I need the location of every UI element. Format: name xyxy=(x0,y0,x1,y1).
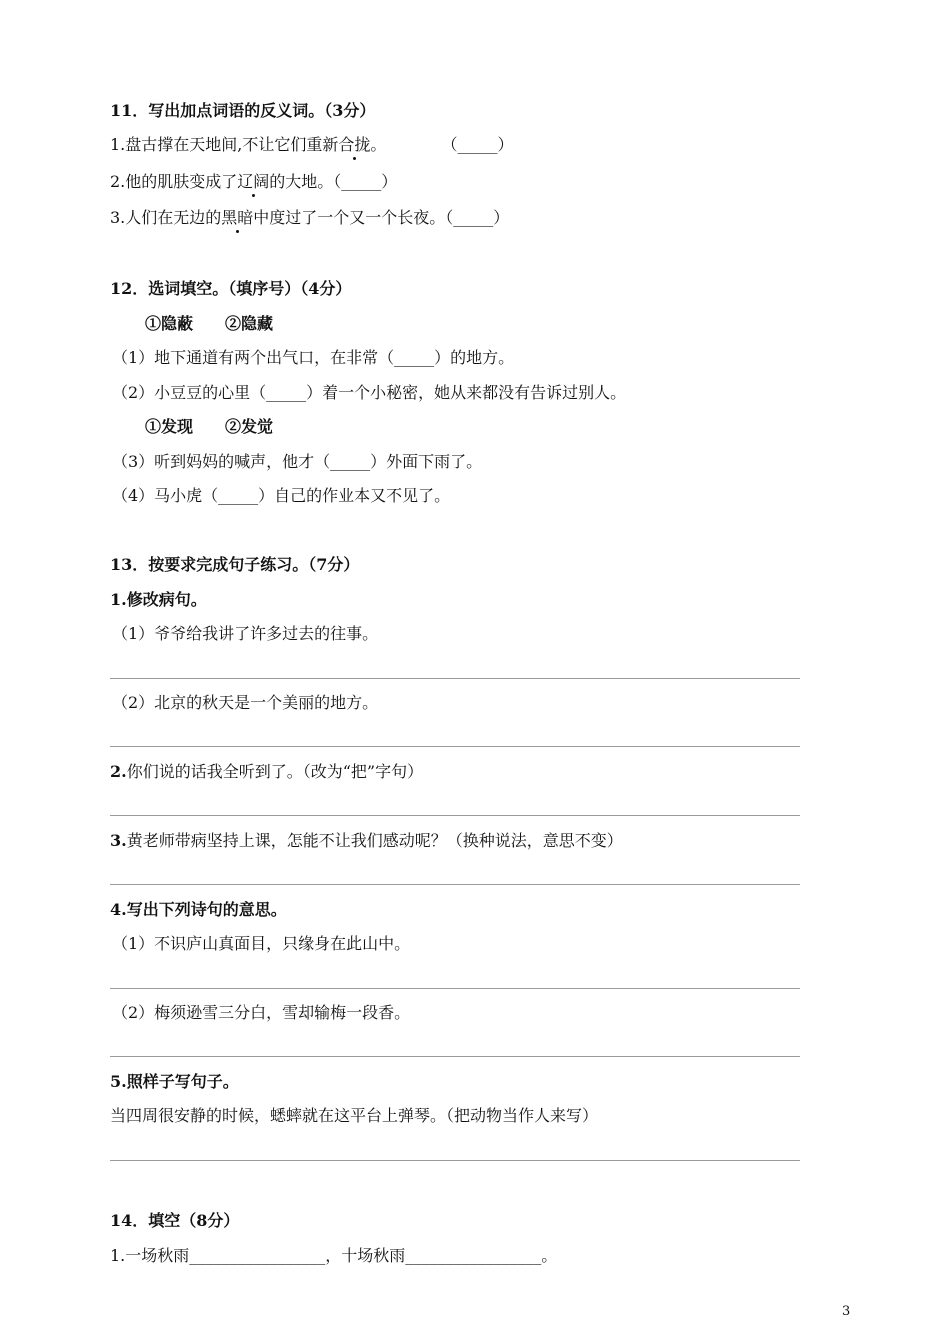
q13-title: 13．按要求完成句子练习。（7分） xyxy=(110,555,360,574)
q13-part5-text: 当四周很安静的时候，蟋蟀就在这平台上弹琴。（把动物当作人来写） xyxy=(110,1106,599,1125)
q14-title: 14．填空（8分） xyxy=(110,1211,240,1230)
q11-item-1-text: 1.盘古撑在天地间,不让它们重新 xyxy=(110,135,339,154)
q11-item-1-end: 。 xyxy=(370,135,387,154)
q12-choices-1: ①隐蔽 ②隐藏 xyxy=(145,314,274,333)
q13-part2-number: 2. xyxy=(110,762,127,781)
answer-line[interactable] xyxy=(110,678,800,679)
answer-line[interactable] xyxy=(110,1056,800,1057)
q13-part1-sentence-a: （1）爷爷给我讲了许多过去的往事。 xyxy=(112,624,379,643)
q12-choices-2: ①发现 ②发觉 xyxy=(145,417,274,436)
q11-item-3-end[interactable]: 中度过了一个又一个长夜。（_____） xyxy=(253,208,510,227)
q14-blank-2[interactable]: _________________ xyxy=(405,1246,542,1265)
q14-blank-1[interactable]: _________________ xyxy=(189,1246,326,1265)
q11-item-2-text: 2.他的肌肤变成了 xyxy=(110,172,238,191)
answer-line[interactable] xyxy=(110,884,800,885)
q11-item-3 xyxy=(110,207,509,229)
page-number: 3 xyxy=(842,1304,851,1319)
q13-part2-text: 你们说的话我全听到了。（改为“把”字句） xyxy=(126,762,424,781)
q11-item-1-blank[interactable]: （_____） xyxy=(441,135,514,154)
q11-item-1 xyxy=(110,134,514,156)
q12-sentence-1[interactable]: （1）地下通道有两个出气口，在非常（_____）的地方。 xyxy=(112,348,515,367)
q13-part3-number: 3. xyxy=(110,831,127,850)
q14-line-1 xyxy=(110,1245,557,1267)
q12-title: 12．选词填空。（填序号）（4分） xyxy=(110,279,352,298)
answer-line[interactable] xyxy=(110,988,800,989)
q11-item-3-text: 3.人们在无边的 xyxy=(110,208,222,227)
q11-item-2-end[interactable]: 的大地。（_____） xyxy=(269,172,398,191)
q14-line-1-text-a: 1.一场秋雨 xyxy=(110,1246,190,1265)
q13-part3-text: 黄老师带病坚持上课，怎能不让我们感动呢？（换种说法，意思不变） xyxy=(126,831,623,850)
q11-item-2-dotted: 辽阔 xyxy=(237,172,270,191)
q13-part4-poem-a: （1）不识庐山真面目，只缘身在此山中。 xyxy=(112,934,411,953)
q13-part4-title: 4.写出下列诗句的意思。 xyxy=(110,900,287,919)
q13-part1-title: 1.修改病句。 xyxy=(110,590,207,609)
q13-part4-poem-b: （2）梅须逊雪三分白，雪却输梅一段香。 xyxy=(112,1003,411,1022)
answer-line[interactable] xyxy=(110,1160,800,1161)
q11-item-3-dotted: 黑暗 xyxy=(221,208,254,227)
q12-sentence-3[interactable]: （3）听到妈妈的喊声，他才（_____）外面下雨了。 xyxy=(112,452,483,471)
q11-item-2 xyxy=(110,171,397,193)
q13-part1-sentence-b: （2）北京的秋天是一个美丽的地方。 xyxy=(112,693,379,712)
q11-item-1-dotted: 合拢 xyxy=(338,135,371,154)
q11-title: 11．写出加点词语的反义词。（3分） xyxy=(110,101,376,120)
q12-sentence-2[interactable]: （2）小豆豆的心里（_____）着一个小秘密，她从来都没有告诉过别人。 xyxy=(112,383,627,402)
q12-sentence-4[interactable]: （4）马小虎（_____）自己的作业本又不见了。 xyxy=(112,486,451,505)
q14-line-1-text-c: 。 xyxy=(541,1246,558,1265)
q13-part3 xyxy=(110,830,623,852)
q13-part5-title: 5.照样子写句子。 xyxy=(110,1072,239,1091)
answer-line[interactable] xyxy=(110,746,800,747)
q13-part2 xyxy=(110,761,423,783)
answer-line[interactable] xyxy=(110,815,800,816)
q14-line-1-text-b: ，十场秋雨 xyxy=(325,1246,406,1265)
